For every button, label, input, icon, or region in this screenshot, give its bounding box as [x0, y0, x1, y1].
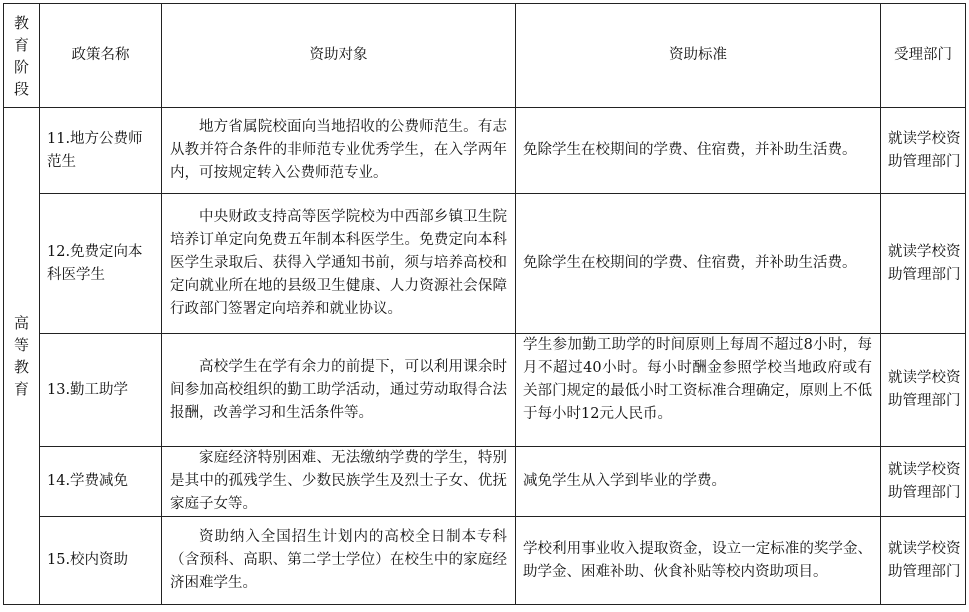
aid-standard-cell: 免除学生在校期间的学费、住宿费，并补助生活费。	[516, 108, 881, 194]
stage-higher-education-cell	[4, 108, 40, 605]
student-aid-policy-table	[3, 3, 966, 605]
policy-name-cell: 13.勤工助学	[40, 334, 162, 447]
aid-standard-cell: 学生参加勤工助学的时间原则上每周不超过8小时，每月不超过40小时。每小时酬金参照学校当地政府或有关部门规定的最低小时工资标准合理确定，原则上不低于每小时12元人民币。	[516, 334, 881, 447]
department-cell: 就读学校资助管理部门	[881, 447, 966, 517]
table-header-row	[4, 4, 966, 108]
header-stage-char: 阶	[13, 57, 29, 76]
aid-target-cell: 中央财政支持高等医学院校为中西部乡镇卫生院培养订单定向免费五年制本科医学生。免费定向本科医学生录取后、获得入学通知书前，须与培养高校和定向就业所在地的县级卫生健康、人力资源社会保障行政部门签署定向培养和就业协议。	[162, 194, 516, 334]
department-cell: 就读学校资助管理部门	[881, 108, 966, 194]
header-stage-char: 教	[13, 13, 29, 32]
policy-name-cell: 11.地方公费师范生	[40, 108, 162, 194]
table-row	[4, 108, 966, 194]
aid-standard-cell: 免除学生在校期间的学费、住宿费，并补助生活费。	[516, 194, 881, 334]
header-target: 资助对象	[162, 4, 516, 108]
aid-target-cell: 家庭经济特别困难、无法缴纳学费的学生，特别是其中的孤残学生、少数民族学生及烈士子女、优抚家庭子女等。	[162, 447, 516, 517]
stage-char: 教	[13, 358, 29, 376]
header-standard: 资助标准	[516, 4, 881, 108]
policy-name-cell: 14.学费减免	[40, 447, 162, 517]
aid-standard-cell: 学校利用事业收入提取资金，设立一定标准的奖学金、助学金、困难补助、伙食补贴等校内资助项目。	[516, 517, 881, 605]
department-cell: 就读学校资助管理部门	[881, 194, 966, 334]
policy-name-cell: 12.免费定向本科医学生	[40, 194, 162, 334]
header-department: 受理部门	[881, 4, 966, 108]
header-policy-name: 政策名称	[40, 4, 162, 108]
table-row	[4, 194, 966, 334]
table-row	[4, 447, 966, 517]
department-cell: 就读学校资助管理部门	[881, 334, 966, 447]
stage-char: 等	[13, 336, 29, 354]
table-row	[4, 517, 966, 605]
stage-char: 育	[13, 380, 29, 398]
header-stage-char: 育	[13, 35, 29, 54]
aid-target-cell: 高校学生在学有余力的前提下，可以利用课余时间参加高校组织的勤工助学活动，通过劳动取得合法报酬，改善学习和生活条件等。	[162, 334, 516, 447]
aid-target-cell: 资助纳入全国招生计划内的高校全日制本专科（含预科、高职、第二学士学位）在校生中的家庭经济困难学生。	[162, 517, 516, 605]
policy-name-cell: 15.校内资助	[40, 517, 162, 605]
aid-target-cell: 地方省属院校面向当地招收的公费师范生。有志从教并符合条件的非师范专业优秀学生，在入学两年内，可按规定转入公费师范专业。	[162, 108, 516, 194]
stage-char: 高	[13, 314, 29, 332]
header-stage-cell	[4, 4, 40, 108]
header-stage-char: 段	[13, 79, 29, 98]
department-cell: 就读学校资助管理部门	[881, 517, 966, 605]
aid-standard-cell: 减免学生从入学到毕业的学费。	[516, 447, 881, 517]
table-row	[4, 334, 966, 447]
